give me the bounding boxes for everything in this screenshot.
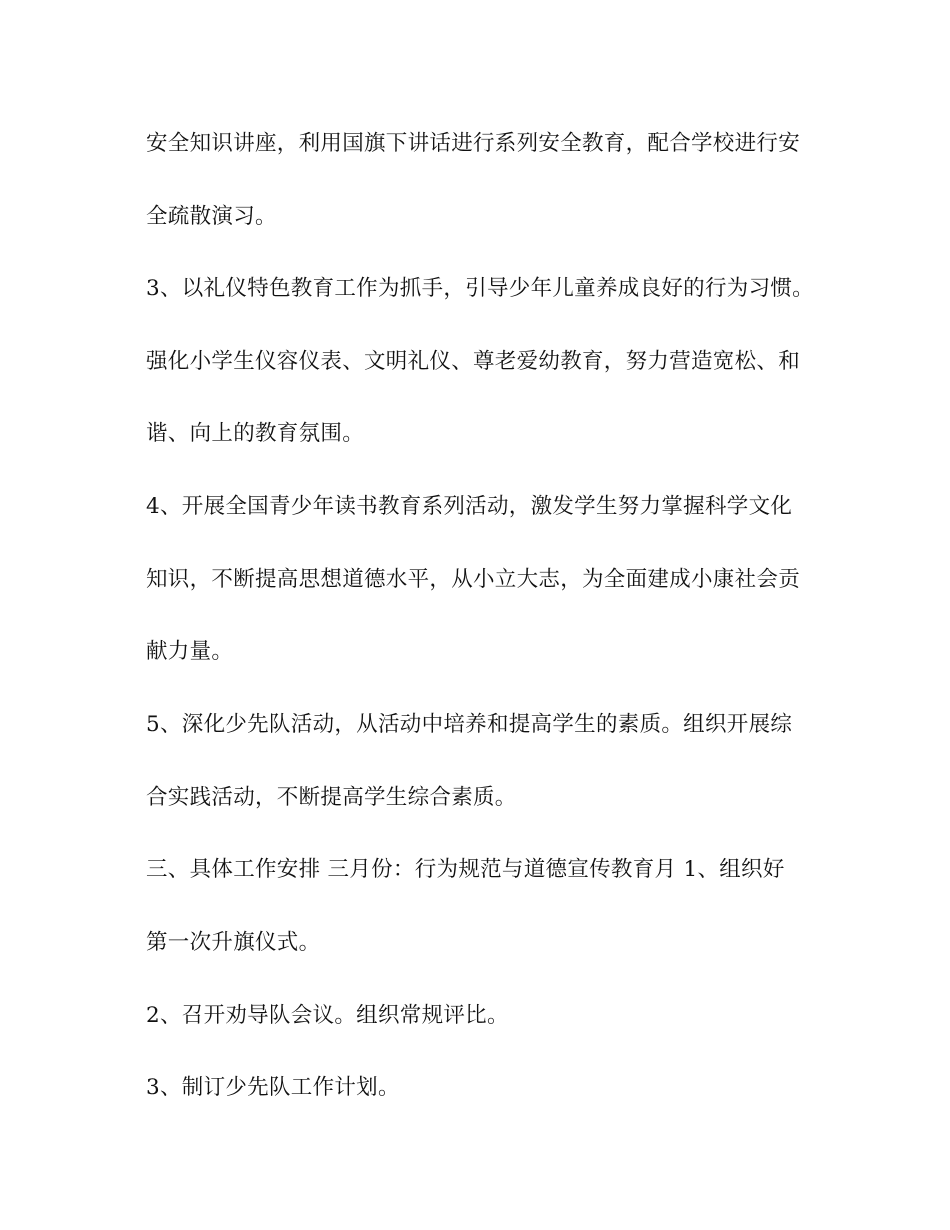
text-line: 三、具体工作安排 三月份：行为规范与道德宣传教育月 1、组织好 (146, 857, 785, 882)
text-line: 知识，不断提高思想道德水平，从小立大志，为全面建成小康社会贡 (146, 567, 801, 592)
text-line: 献力量。 (146, 639, 234, 664)
text-line: 合实践活动，不断提高学生综合素质。 (146, 785, 517, 810)
text-line: 4、开展全国青少年读书教育系列活动，激发学生努力掌握科学文化 (146, 494, 793, 519)
text-line: 3、以礼仪特色教育工作为抓手，引导少年儿童养成良好的行为习惯。 (146, 276, 814, 301)
text-line: 5、深化少先队活动，从活动中培养和提高学生的素质。组织开展综 (146, 712, 793, 737)
text-line: 强化小学生仪容仪表、文明礼仪、尊老爱幼教育，努力营造宽松、和 (146, 349, 801, 374)
text-line: 安全知识讲座，利用国旗下讲话进行系列安全教育，配合学校进行安 (146, 131, 801, 156)
text-line: 全疏散演习。 (146, 204, 277, 229)
text-line: 3、制订少先队工作计划。 (146, 1075, 400, 1100)
text-line: 谐、向上的教育氛围。 (146, 421, 365, 446)
text-line: 2、召开劝导队会议。组织常规评比。 (146, 1003, 509, 1028)
text-line: 第一次升旗仪式。 (146, 930, 321, 955)
